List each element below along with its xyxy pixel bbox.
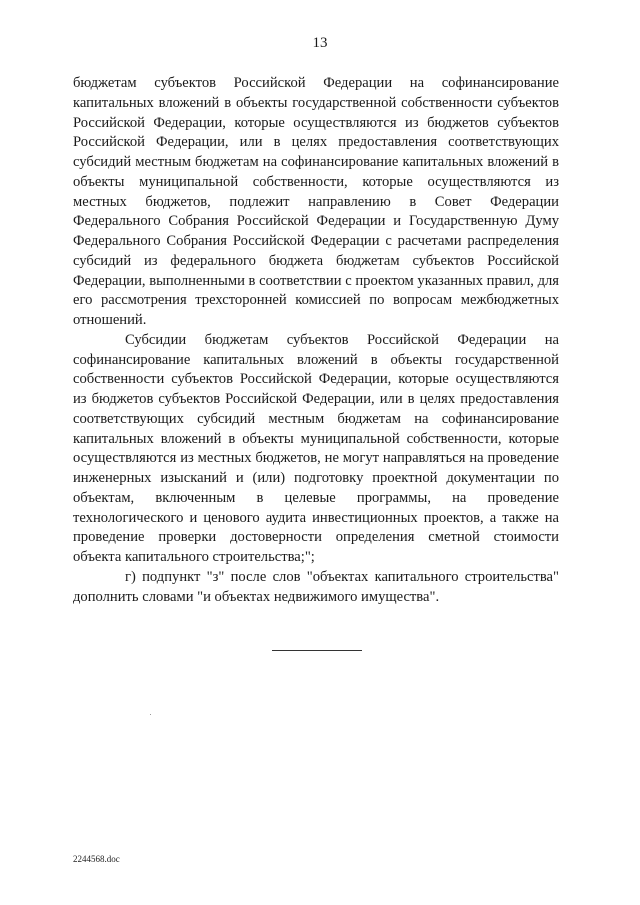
scan-speck	[150, 714, 151, 715]
paragraph-continuation: бюджетам субъектов Российской Федерации на софинансирование капитальных вложений в объекты государственной собственности субъектов Российской Федерации, которые осуществляются из бюджетов субъектов Российской Федерации, или в целях предоставления соответствующих субсидий местным бюджетам на софинансирование капитальных вложений в объекты муниципальной собственности, которые осуществляются из местных бюджетов, подлежит направлению в Совет Федерации Федерального Собрания Российской Федерации и Государственную Думу Федерального Собрания Российской Федерации с расчетами распределения субсидий из федерального бюджета бюджетам субъектов Российской Федерации, выполненными в соответствии с проектом указанных правил, для его рассмотрения трехсторонней комиссией по вопросам межбюджетных отношений.	[73, 75, 559, 328]
footer-document-id: 2244568.doc	[73, 854, 120, 864]
page-number: 13	[312, 35, 328, 51]
document-body	[73, 74, 559, 607]
paragraph-subsidies-restriction: Субсидии бюджетам субъектов Российской Федерации на софинансирование капитальных вложений в объекты государственной собственности субъектов Российской Федерации, которые осуществляются из бюджетов субъектов Российской Федерации, или в целях предоставления соответствующих субсидий местным бюджетам на софинансирование капитальных вложений в объекты муниципальной собственности, которые осуществляются из местных бюджетов, не могут направляться на проведение инженерных изысканий и (или) подготовку проектной документации по объектам, включенным в целевые программы, на проведение технологического и ценового аудита инвестиционных проектов, а также на проведение проверки достоверности определения сметной стоимости объекта капитального строительства;";	[73, 331, 559, 565]
end-divider-line	[272, 650, 362, 651]
paragraph-subitem-g: г) подпункт "з" после слов "объектах капитального строительства" дополнить словами "и объектах недвижимого имущества".	[73, 568, 559, 605]
